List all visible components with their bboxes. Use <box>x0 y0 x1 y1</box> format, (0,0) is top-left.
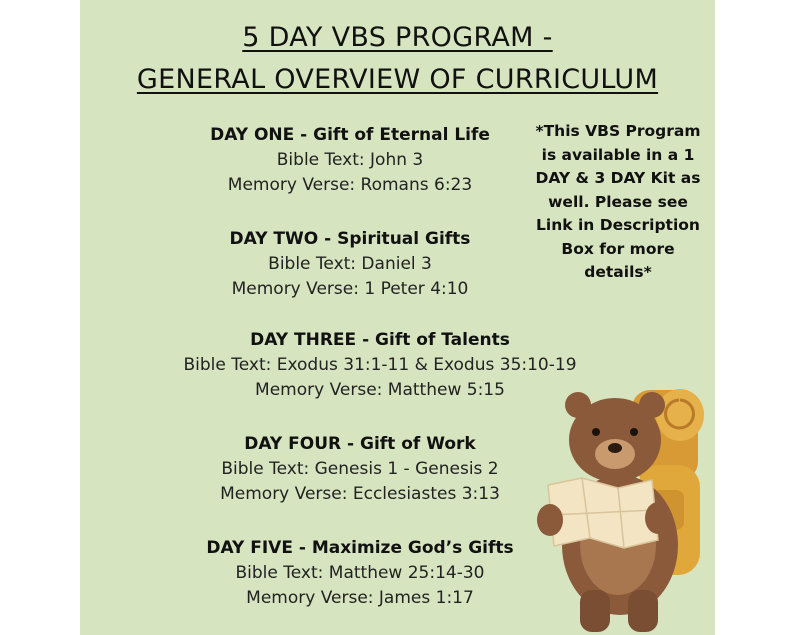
bear-illustration <box>520 370 715 635</box>
bear-eye-right <box>630 428 638 436</box>
bible-text: Bible Text: Matthew 25:14-30 <box>235 563 485 583</box>
page-title: 5 DAY VBS PROGRAM - <box>242 22 553 53</box>
day-two-block <box>180 227 520 302</box>
curriculum-panel <box>80 0 715 635</box>
day-theme: - Spiritual Gifts <box>318 229 471 249</box>
memory-verse: Memory Verse: Romans 6:23 <box>227 175 473 195</box>
day-heading <box>180 536 540 561</box>
bear-eye-left <box>592 428 600 436</box>
bible-text: Bible Text: Exodus 31:1-11 & Exodus 35:10-19 <box>183 355 577 375</box>
page-subtitle: GENERAL OVERVIEW OF CURRICULUM <box>136 64 659 95</box>
day-label: DAY THREE <box>250 330 357 350</box>
memory-verse: Memory Verse: James 1:17 <box>246 588 474 608</box>
day-label: DAY FOUR <box>244 434 342 454</box>
day-heading <box>180 123 520 148</box>
bear-nose <box>608 443 622 453</box>
bible-text: Bible Text: John 3 <box>276 150 424 170</box>
day-heading <box>180 227 520 252</box>
memory-verse: Memory Verse: Matthew 5:15 <box>255 380 505 400</box>
day-theme: - Gift of Eternal Life <box>294 125 490 145</box>
bear-paw-left <box>537 504 563 536</box>
day-one-block <box>180 123 520 198</box>
day-theme: - Gift of Work <box>341 434 476 454</box>
availability-note: *This VBS Program is available in a 1 DAY & 3 DAY Kit as well. Please see Link in Description Box for more details* <box>535 122 701 281</box>
memory-verse: Memory Verse: 1 Peter 4:10 <box>231 279 469 299</box>
bible-text: Bible Text: Daniel 3 <box>268 254 432 274</box>
day-label: DAY TWO <box>229 229 319 249</box>
day-four-block <box>180 432 540 507</box>
day-label: DAY FIVE <box>206 538 293 558</box>
backpack-roll-end <box>656 389 704 441</box>
day-five-block <box>180 536 540 611</box>
day-heading <box>180 432 540 457</box>
day-theme: - Maximize God’s Gifts <box>292 538 514 558</box>
day-theme: - Gift of Talents <box>356 330 510 350</box>
bear-leg-left <box>580 590 610 632</box>
memory-verse: Memory Verse: Ecclesiastes 3:13 <box>220 484 500 504</box>
bear-leg-right <box>628 590 658 632</box>
bear-paw-right <box>645 502 671 534</box>
bible-text: Bible Text: Genesis 1 - Genesis 2 <box>221 459 499 479</box>
day-heading <box>120 328 640 353</box>
day-label: DAY ONE <box>210 125 295 145</box>
